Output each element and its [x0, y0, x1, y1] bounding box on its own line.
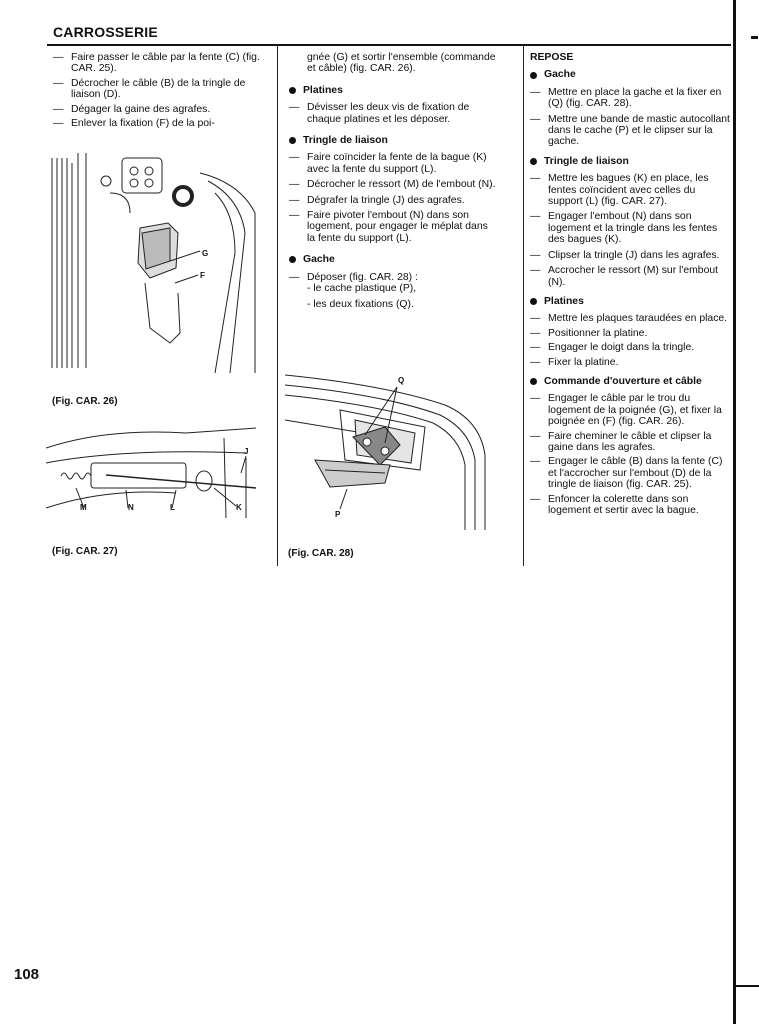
page-number: 108: [14, 966, 40, 983]
bullet-icon: [289, 87, 296, 94]
section-heading: Commande d'ouverture et câble: [530, 376, 730, 387]
column-divider-2: [523, 46, 524, 566]
section-heading: Tringle de liaison: [289, 135, 497, 146]
list-item: — Positionner la platine.: [530, 327, 648, 339]
page-edge-mark: [751, 36, 758, 39]
column-1: [53, 52, 263, 129]
column-divider-1: [277, 46, 278, 566]
list-item: — Enfoncer la colerette dans son logement et sertir avec la bague.: [530, 493, 699, 516]
list-item: — Clipser la tringle (J) dans les agrafes.: [530, 249, 720, 261]
list-item: — Mettre en place la gache et la fixer en (Q) (fig. CAR. 28).: [530, 86, 722, 110]
list-item: — Engager le doigt dans la tringle.: [530, 342, 695, 354]
fig27-label-j: J: [244, 447, 249, 456]
fig28-caption: (Fig. CAR. 28): [288, 548, 354, 559]
list-item: — Enlever la fixation (F) de la poi-: [53, 118, 215, 130]
paragraph: gnée (G) et sortir l'ensemble (commande et câble) (fig. CAR. 26).: [307, 52, 496, 75]
fig26-label-f: F: [200, 271, 205, 280]
list-item: — Déposer (fig. CAR. 28) :: [289, 271, 418, 283]
page-edge-corner: [733, 985, 759, 987]
fig27-label-n: N: [128, 503, 134, 512]
fig26-label-g: G: [202, 249, 209, 258]
section-heading: Platines: [530, 296, 730, 307]
fig26-caption: (Fig. CAR. 26): [52, 396, 118, 407]
header-rule: [47, 44, 731, 46]
figure-car-26: [50, 153, 270, 375]
section-title: REPOSE: [530, 52, 574, 63]
bullet-icon: [289, 137, 296, 144]
list-item: — Décrocher le câble (B) de la tringle de liaison (D).: [53, 77, 246, 101]
sub-item: - les deux fixations (Q).: [307, 298, 414, 310]
list-item: — Engager le câble (B) dans la fente (C) et l'accrocher sur l'embout (D) de la tringle de liaison (fig. CAR. 25).: [530, 456, 723, 491]
list-item: — Faire cheminer le câble et clipser la gaine dans les agrafes.: [530, 430, 712, 453]
list-item: — Fixer la platine.: [530, 356, 619, 368]
fig27-caption: (Fig. CAR. 27): [52, 546, 118, 557]
list-item: — Dégrafer la tringle (J) des agrafes.: [289, 194, 465, 206]
fig27-label-k: K: [236, 503, 242, 512]
fig27-label-l: L: [170, 503, 175, 512]
fig27-label-m: M: [80, 503, 87, 512]
sub-item: - le cache plastique (P),: [307, 283, 417, 295]
list-item: — Faire coïncider la fente de la bague (K) avec la fente du support (L).: [289, 152, 487, 175]
page-title: CARROSSERIE: [53, 24, 158, 40]
column-3: [530, 52, 730, 516]
bullet-icon: [530, 72, 537, 79]
list-item: — Mettre les bagues (K) en place, les fentes coïncident avec celles du support (L) (fig. CAR. 27).: [530, 173, 709, 208]
section-heading: Tringle de liaison: [530, 156, 730, 167]
fig28-label-q: Q: [398, 376, 405, 385]
bullet-icon: [530, 298, 537, 305]
list-item: — Mettre les plaques taraudées en place.: [530, 313, 728, 325]
figure-car-28: [285, 365, 510, 535]
list-item: — Dévisser les deux vis de fixation de chaque platines et les déposer.: [289, 102, 470, 125]
bullet-icon: [289, 256, 296, 263]
section-heading: Gache: [289, 254, 497, 265]
section-heading: Platines: [289, 85, 497, 96]
list-item: — Décrocher le ressort (M) de l'embout (N).: [289, 179, 496, 191]
list-item: — Engager l'embout (N) dans son logement et la tringle dans les fentes des bagues (K).: [530, 211, 718, 246]
list-item: — Engager le câble par le trou du logement de la poignée (G), et fixer la poignée en (F) (fig. CAR. 26).: [530, 393, 722, 428]
list-item: — Dégager la gaine des agrafes.: [53, 103, 211, 115]
list-item: — Faire pivoter l'embout (N) dans son logement, pour engager le méplat dans la fente du support (L).: [289, 210, 488, 244]
list-item: — Accrocher le ressort (M) sur l'embout (N).: [530, 265, 719, 288]
bullet-icon: [530, 378, 537, 385]
section-heading: Gache: [530, 69, 730, 80]
bullet-icon: [530, 158, 537, 165]
figure-car-27: [46, 418, 266, 528]
column-2: [289, 52, 497, 314]
list-item: — Faire passer le câble par la fente (C) (fig. CAR. 25).: [53, 52, 260, 75]
fig28-label-p: P: [335, 510, 341, 519]
page-edge-bar: [733, 0, 736, 1024]
list-item: — Mettre une bande de mastic autocollant dans le cache (P) et le clipser sur la gache.: [530, 113, 730, 148]
